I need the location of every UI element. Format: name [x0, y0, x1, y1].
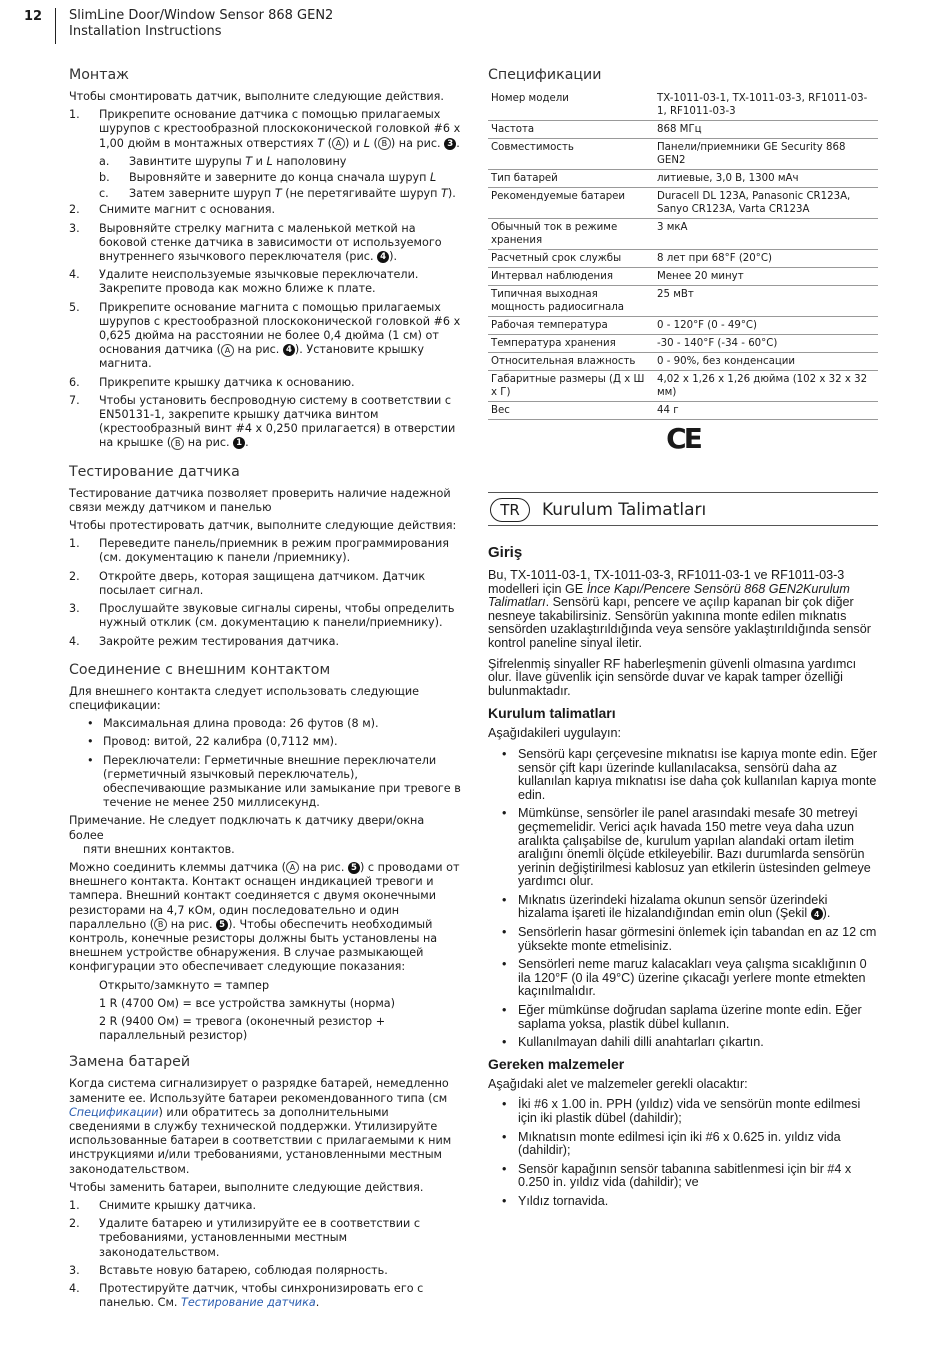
- ce-mark: CE: [666, 422, 700, 455]
- spec-value: TX-1011-03-1, TX-1011-03-3, RF1011-03-1, RF1011-03-3: [654, 90, 878, 121]
- tr-install-item: • Sensörlerin hasar görmesini önlemek için tabandan en az 12 cm yüksekte monte etmelisiniz.: [502, 925, 877, 953]
- spec-label: Тип батарей: [488, 170, 654, 188]
- battery-instructions: Чтобы заменить батареи, выполните следующие действия.: [69, 1180, 424, 1194]
- battery-step-1: 1. Снимите крышку датчика.: [69, 1199, 257, 1212]
- spec-value: 44 г: [654, 402, 878, 420]
- tr-intro-text: Bu, TX-1011-03-1, TX-1011-03-3, RF1011-03-1 ve RF1011-03-3 modelleri için GE İnce Kapı/Pencere Sensörü 868 GEN2Kurulum Talimatları. Sensörü kapı, pencere ve açılıp kapanan bir çok diğer nesneye takabilirsiniz. Sensörün yakınına monte edilen mıknatıs sensörden uzaklaştırıldığında veya sensöre yaklaştırıldığında sensör kontrol paneline sinyal iletir.: [488, 568, 871, 650]
- spec-value: 868 МГц: [654, 121, 878, 139]
- ext-note: Примечание. Не следует подключать к датчику двери/окна более пяти внешних контактов.: [69, 814, 425, 856]
- specs-link[interactable]: Спецификации: [69, 1105, 159, 1119]
- spec-row: [488, 139, 878, 170]
- resistor-reading: Открыто/замкнуто = тампер: [99, 978, 270, 992]
- spec-row: [488, 286, 878, 317]
- spec-label: Температура хранения: [488, 335, 654, 353]
- ext-spec-item: • Максимальная длина провода: 26 футов (8 м).: [87, 717, 379, 731]
- spec-value: 25 мВт: [654, 286, 878, 317]
- mount-step-1: 1. Прикрепите основание датчика с помощью прилагаемых шурупов с крестообразной плоскоконической головкой #6 x 1,00 дюйм в монтажных отверстиях T ( A ) и L ( B ) на рис. 3 .: [69, 108, 461, 150]
- ext-spec-item: • Переключатели: Герметичные внешние переключатели (герметичный язычковый переключатель), обеспечивающие размыкание или замыкание при тревоге в течение не менее 250 миллисекунд.: [87, 753, 461, 810]
- spec-row: [488, 371, 878, 402]
- spec-value: 8 лет при 68°F (20°C): [654, 250, 878, 268]
- battery-step-3: 3. Вставьте новую батарею, соблюдая полярность.: [69, 1263, 388, 1277]
- spec-row: [488, 268, 878, 286]
- spec-label: Рекомендуемые батареи: [488, 188, 654, 219]
- mount-heading: Монтаж: [69, 67, 129, 83]
- tr-install-heading: Kurulum talimatları: [488, 705, 616, 722]
- ext-wiring-text: Можно соединить клеммы датчика ( A на рис. 5 ) с проводами от внешнего контакта. Контакт оснащен индикацией тревоги и тампера. Внешний контакт соединяется с двумя оконечными резисторами на 4,7 кОм, один последовательно и один параллельно ( B на рис. 5 ). Чтобы обеспечить необходимый контроль, конечные резисторы должны быть установлены на внешнем устройстве обнаружения. В случае размыкающей конфигурации это обеспечивает следующие показания:: [69, 860, 460, 974]
- tr-top-rule: [488, 492, 878, 493]
- test-heading: Тестирование датчика: [69, 463, 240, 480]
- test-intro: Тестирование датчика позволяет проверить наличие надежной связи между датчиком и панелью: [69, 486, 451, 514]
- ext-heading: Соединение с внешним контактом: [69, 661, 331, 678]
- test-step-4: 4. Закройте режим тестирования датчика.: [69, 634, 340, 648]
- marker-a-icon: A: [221, 344, 234, 357]
- resistor-reading: 2 R (9400 Ом) = тревога (оконечный резистор + параллельный резистор): [99, 1014, 386, 1043]
- spec-label: Номер модели: [488, 90, 654, 121]
- header-title: SlimLine Door/Window Sensor 868 GEN2: [69, 8, 334, 23]
- tr-install-item: • Mümkünse, sensörler ile panel arasındaki mesafe 30 metreyi geçmemelidir. Verici açık havada 150 metre veya daha uzun aralıkta çalışabilse de, kurulum yapılan alandaki ortam iletim aralığını önemli ölçüde etkileyebilir. Bazı durumlarda sensörün yerinin değiştirilmesi kablosuz yan etkilerin üstesinden gelmeye yardımcı olur.: [502, 806, 871, 889]
- tr-title: Kurulum Talimatları: [542, 500, 707, 520]
- marker-b-icon: B: [378, 137, 391, 150]
- tr-bottom-rule: [488, 525, 878, 526]
- document-header: [69, 8, 333, 40]
- figure-4-icon: 4: [811, 908, 823, 920]
- left-column: [69, 66, 461, 1314]
- battery-heading: Замена батарей: [69, 1054, 191, 1071]
- spec-row: [488, 353, 878, 371]
- tr-install-intro: Aşağıdakileri uygulayın:: [488, 726, 622, 741]
- test-instructions: Чтобы протестировать датчик, выполните следующие действия:: [69, 519, 457, 533]
- tr-install-item: • Sensörü kapı çerçevesine mıknatısı ise kapıya monte edin. Eğer sensör çift kapı üzerinde kullanılacaksa, sensörü daha az kullanılan kapıya mıknatısı ise daha çok kullanılan kapıya monte edin.: [502, 746, 878, 802]
- spec-label: Частота: [488, 121, 654, 139]
- tr-materials-intro: Aşağıdaki alet ve malzemeler gerekli olacaktır:: [488, 1076, 748, 1091]
- mount-step-5: 5. Прикрепите основание магнита с помощью прилагаемых шурупов с крестообразной плоскоконической головкой #6 x 0,625 дюйма на расстоянии не более 0,4 дюйма (1 см) от основания датчика ( A на рис. 4 ). Установите крышку магнита.: [69, 300, 461, 371]
- header-subtitle: Installation Instructions: [69, 24, 222, 39]
- test-step-1: 1. Переведите панель/приемник в режим программирования (см. документацию к панели /приемнику).: [69, 537, 449, 565]
- mount-intro: Чтобы смонтировать датчик, выполните следующие действия.: [69, 90, 444, 103]
- spec-row: [488, 219, 878, 250]
- spec-label: Вес: [488, 402, 654, 420]
- figure-4-icon: 4: [283, 344, 295, 356]
- battery-intro: Когда система сигнализирует о разрядке батарей, немедленно замените ее. Используйте батареи рекомендованного типа (см Спецификации) или обратитесь за дополнительными сведениями в службу технической поддержки. Утилизируйте использованные батареи в соответствии с прилагаемыми к ним инструкциями и/или требованиями, установленными местным законодательством.: [69, 1077, 452, 1176]
- spec-row: [488, 121, 878, 139]
- spec-label: Рабочая температура: [488, 317, 654, 335]
- tr-material-item: • Yıldız tornavida.: [502, 1193, 609, 1208]
- spec-value: Панели/приемники GE Security 868 GEN2: [654, 139, 878, 170]
- marker-b-icon: B: [154, 918, 167, 931]
- spec-row: [488, 250, 878, 268]
- spec-value: литиевые, 3,0 В, 1300 мАч: [654, 170, 878, 188]
- tr-install-item: • Sensörleri neme maruz kalacakları veya çalışma sıcaklığının 0 ila 120°F (0 ila 49°C) üzerine çıkacağı yerlere monte etmekten kaçınılmalıdır.: [502, 957, 867, 999]
- tr-install-item: • Kullanılmayan dahili dilli anahtarları çıkartın.: [502, 1035, 764, 1050]
- mount-step-2: 2. Снимите магнит с основания.: [69, 203, 276, 217]
- mount-step-3: 3. Выровняйте стрелку магнита с маленькой меткой на боковой стенке датчика в зависимости от используемого внутреннего язычкового переключателя (рис. 4 ).: [69, 221, 442, 264]
- marker-a-icon: A: [286, 861, 299, 874]
- figure-1-icon: 1: [233, 437, 245, 449]
- mount-substep-a: a. Завинтите шурупы T и L наполовину: [99, 154, 347, 168]
- spec-value: Менее 20 минут: [654, 268, 878, 286]
- spec-row: [488, 170, 878, 188]
- mount-substep-b: b. Выровняйте и заверните до конца сначала шуруп L: [99, 171, 437, 185]
- figure-4-icon: 4: [377, 251, 389, 263]
- figure-5-icon: 5: [216, 919, 228, 931]
- spec-label: Типичная выходная мощность радиосигнала: [488, 286, 654, 317]
- tr-material-item: • Mıknatısın monte edilmesi için iki #6 x 0.625 in. yıldız vida (dahildir);: [502, 1129, 841, 1158]
- spec-row: [488, 90, 878, 121]
- spec-value: Duracell DL 123A, Panasonic CR123A, Sanyo CR123A, Varta CR123A: [654, 188, 878, 219]
- mount-step-4: 4. Удалите неиспользуемые язычковые переключатели. Закрепите провода как можно ближе к плате.: [69, 268, 419, 296]
- mount-substep-c: c. Затем заверните шуруп T (не перетягивайте шуруп T).: [99, 187, 456, 201]
- tr-body: [488, 544, 880, 1214]
- spec-label: Габаритные размеры (Д x Ш x Г): [488, 371, 654, 402]
- spec-value: 0 - 120°F (0 - 49°C): [654, 317, 878, 335]
- spec-value: 0 - 90%, без конденсации: [654, 353, 878, 371]
- mount-step-7: 7. Чтобы установить беспроводную систему в соответствии с EN50131-1, закрепите крышку датчика винтом (крестообразный винт #4 x 0,250 прилагается) в отверстии на крышке ( B на рис. 1 .: [69, 393, 456, 450]
- spec-table: [488, 90, 878, 420]
- mount-step-6: 6. Прикрепите крышку датчика к основанию.: [69, 375, 355, 389]
- spec-label: Расчетный срок службы: [488, 250, 654, 268]
- header-divider: [55, 8, 56, 44]
- tr-section-header: [488, 496, 878, 524]
- ext-intro: Для внешнего контакта следует использовать следующие спецификации:: [69, 684, 420, 712]
- test-step-2: 2. Откройте дверь, которая защищена датчиком. Датчик посылает сигнал.: [69, 569, 426, 597]
- right-column: [488, 66, 878, 455]
- tr-install-item: • Eğer mümkünse doğrudan saplama üzerine monte edin. Eğer saplama yoksa, plastik dübel kullanın.: [502, 1003, 862, 1031]
- spec-value: 3 мкА: [654, 219, 878, 250]
- tr-install-item: • Mıknatıs üzerindeki hizalama okunun sensör üzerindeki hizalama işareti ile hizalandığından emin olun (Şekil 4 ).: [502, 892, 831, 921]
- tr-materials-heading: Gereken malzemeler: [488, 1055, 625, 1072]
- spec-value: -30 - 140°F (-34 - 60°C): [654, 335, 878, 353]
- tr-material-item: • Sensör kapağının sensör tabanına sabitlenmesi için bir #4 x 0.250 in. yıldız vida (dahildir); ve: [502, 1161, 852, 1190]
- spec-value: 4,02 x 1,26 x 1,26 дюйма (102 x 32 x 32 мм): [654, 371, 878, 402]
- marker-a-icon: A: [332, 137, 345, 150]
- figure-5-icon: 5: [348, 862, 360, 874]
- spec-row: [488, 188, 878, 219]
- resistor-reading: 1 R (4700 Ом) = все устройства замкнуты (норма): [99, 996, 395, 1010]
- spec-row: [488, 402, 878, 420]
- spec-row: [488, 317, 878, 335]
- test-step-3: 3. Прослушайте звуковые сигналы сирены, чтобы определить нужный отклик (см. документацию к панели/приемнику).: [69, 602, 455, 630]
- page-number: 12: [24, 9, 43, 24]
- figure-3-icon: 3: [444, 138, 456, 150]
- tr-intro-heading: Giriş: [488, 544, 523, 561]
- tr-material-item: • İki #6 x 1.00 in. PPH (yıldız) vida ve sensörün monte edilmesi için iki plastik dübel (dahildir);: [502, 1097, 861, 1125]
- test-link[interactable]: Тестирование датчика: [181, 1296, 316, 1310]
- tr-encryption-text: Şifrelenmiş sinyaller RF haberleşmenin güvenli olmasına yardımcı olur. İlave güvenlik için sensörde duvar ve kapak tamper özelliği bulunmaktadır.: [488, 656, 857, 698]
- spec-label: Совместимость: [488, 139, 654, 170]
- spec-heading: Спецификации: [488, 67, 602, 83]
- spec-label: Интервал наблюдения: [488, 268, 654, 286]
- marker-b-icon: B: [171, 437, 184, 450]
- spec-label: Обычный ток в режиме хранения: [488, 219, 654, 250]
- spec-row: [488, 335, 878, 353]
- spec-label: Относительная влажность: [488, 353, 654, 371]
- tr-language-badge: TR: [490, 498, 530, 522]
- ext-spec-item: • Провод: витой, 22 калибра (0,7112 мм).: [87, 735, 338, 749]
- battery-step-2: 2. Удалите батарею и утилизируйте ее в соответствии с требованиями, установленными местным законодательством.: [69, 1217, 421, 1259]
- battery-step-4: 4. Протестируйте датчик, чтобы синхронизировать его с панелью. См. Тестирование датчика.: [69, 1282, 424, 1310]
